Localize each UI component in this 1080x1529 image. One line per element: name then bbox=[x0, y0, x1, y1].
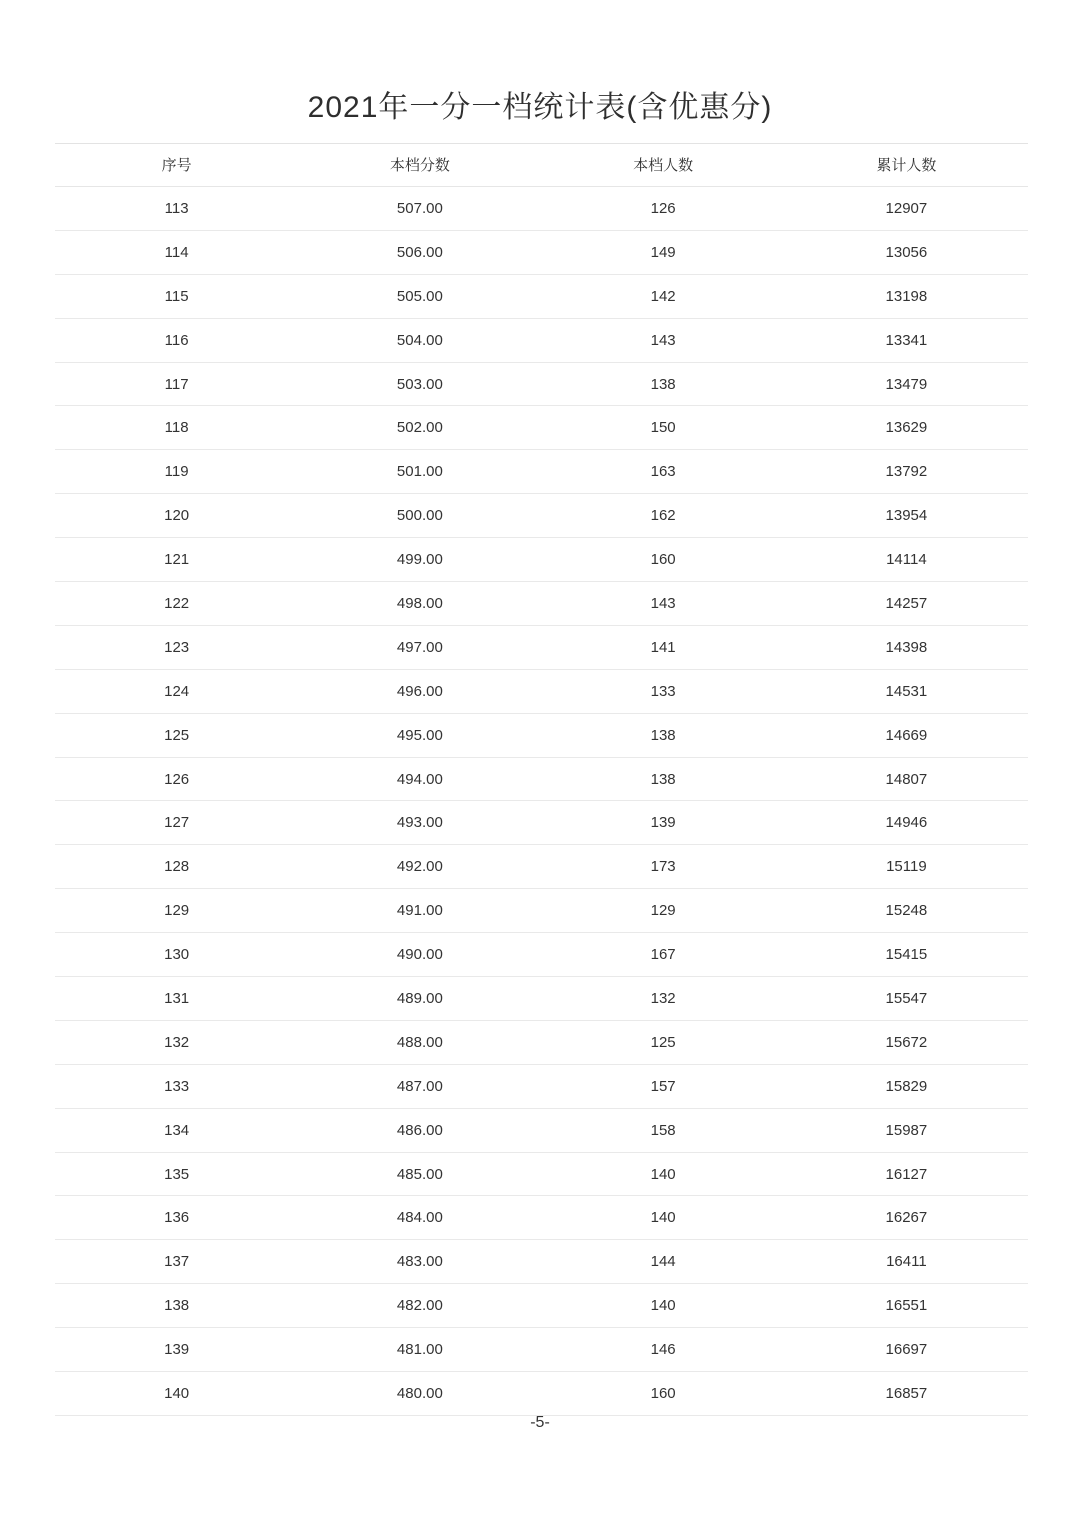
table-row bbox=[55, 1153, 1028, 1197]
table-row bbox=[55, 538, 1028, 582]
table-cell: 130 bbox=[164, 946, 190, 964]
table-cell: 129 bbox=[164, 902, 190, 920]
table-cell: 16857 bbox=[885, 1384, 928, 1402]
table-cell: 128 bbox=[164, 858, 190, 876]
table-cell: 494.00 bbox=[396, 770, 443, 788]
table-cell: 486.00 bbox=[396, 1121, 443, 1139]
table-cell: 163 bbox=[650, 463, 676, 481]
column-header-index: 序号 bbox=[161, 156, 192, 174]
table-cell: 500.00 bbox=[396, 507, 443, 525]
table-row bbox=[55, 1109, 1028, 1153]
table-cell: 133 bbox=[164, 1077, 190, 1095]
table-cell: 160 bbox=[650, 551, 676, 569]
table-cell: 14114 bbox=[886, 551, 927, 569]
table-row bbox=[55, 1196, 1028, 1240]
table-cell: 143 bbox=[650, 594, 676, 612]
table-cell: 160 bbox=[650, 1384, 676, 1402]
table-cell: 158 bbox=[650, 1121, 676, 1139]
table-cell: 15248 bbox=[885, 902, 928, 920]
table-cell: 16267 bbox=[885, 1209, 928, 1227]
table-cell: 127 bbox=[164, 814, 190, 832]
table-cell: 488.00 bbox=[396, 1033, 443, 1051]
table-cell: 132 bbox=[164, 1033, 190, 1051]
table-cell: 15987 bbox=[885, 1121, 928, 1139]
table-row bbox=[55, 933, 1028, 977]
table-cell: 503.00 bbox=[396, 375, 443, 393]
table-cell: 487.00 bbox=[396, 1077, 443, 1095]
table-cell: 505.00 bbox=[396, 287, 443, 305]
table-cell: 16127 bbox=[885, 1165, 928, 1183]
table-cell: 122 bbox=[164, 594, 190, 612]
table-cell: 492.00 bbox=[396, 858, 443, 876]
table-cell: 485.00 bbox=[396, 1165, 443, 1183]
table-row bbox=[55, 670, 1028, 714]
table-cell: 14398 bbox=[885, 638, 928, 656]
table-row bbox=[55, 801, 1028, 845]
table-cell: 489.00 bbox=[396, 989, 443, 1007]
table-cell: 490.00 bbox=[396, 946, 443, 964]
table-cell: 15829 bbox=[885, 1077, 928, 1095]
table-cell: 124 bbox=[164, 682, 190, 700]
table-cell: 114 bbox=[164, 243, 189, 261]
table-cell: 14946 bbox=[885, 814, 928, 832]
table-row bbox=[55, 1240, 1028, 1284]
table-row bbox=[55, 275, 1028, 319]
table-row bbox=[55, 977, 1028, 1021]
table-cell: 495.00 bbox=[396, 726, 443, 744]
table-cell: 499.00 bbox=[396, 551, 443, 569]
table-cell: 16411 bbox=[886, 1253, 927, 1271]
table-cell: 136 bbox=[164, 1209, 190, 1227]
table-cell: 15119 bbox=[886, 858, 927, 876]
table-cell: 113 bbox=[164, 199, 189, 217]
table-cell: 137 bbox=[164, 1253, 190, 1271]
table-row bbox=[55, 406, 1028, 450]
table-row bbox=[55, 845, 1028, 889]
table-cell: 498.00 bbox=[396, 594, 443, 612]
table-cell: 14257 bbox=[885, 594, 928, 612]
table-cell: 14531 bbox=[885, 682, 928, 700]
table-row bbox=[55, 626, 1028, 670]
column-header-cumulative: 累计人数 bbox=[876, 156, 937, 174]
table-cell: 126 bbox=[164, 770, 190, 788]
table-cell: 13198 bbox=[885, 287, 928, 305]
page-number: -5- bbox=[530, 1414, 550, 1431]
table-row bbox=[55, 889, 1028, 933]
table-cell: 13629 bbox=[885, 419, 928, 437]
table-cell: 162 bbox=[650, 507, 676, 525]
table-cell: 493.00 bbox=[396, 814, 443, 832]
table-cell: 497.00 bbox=[396, 638, 443, 656]
table-cell: 121 bbox=[164, 551, 190, 569]
table-cell: 173 bbox=[650, 858, 676, 876]
table-cell: 119 bbox=[164, 463, 189, 481]
table-cell: 491.00 bbox=[396, 902, 443, 920]
table-cell: 13056 bbox=[885, 243, 928, 261]
table-cell: 140 bbox=[164, 1384, 190, 1402]
table-cell: 482.00 bbox=[396, 1297, 443, 1315]
table-cell: 146 bbox=[650, 1341, 676, 1359]
table-cell: 480.00 bbox=[396, 1384, 443, 1402]
table-cell: 484.00 bbox=[396, 1209, 443, 1227]
table-cell: 14807 bbox=[885, 770, 928, 788]
table-row bbox=[55, 582, 1028, 626]
table-cell: 142 bbox=[650, 287, 676, 305]
table-row bbox=[55, 1065, 1028, 1109]
table-cell: 120 bbox=[164, 507, 190, 525]
table-cell: 502.00 bbox=[396, 419, 443, 437]
table-cell: 496.00 bbox=[396, 682, 443, 700]
table-cell: 123 bbox=[164, 638, 190, 656]
score-table bbox=[55, 143, 1028, 1416]
column-header-score: 本档分数 bbox=[389, 156, 450, 174]
table-row bbox=[55, 187, 1028, 231]
table-row bbox=[55, 758, 1028, 802]
table-cell: 144 bbox=[650, 1253, 676, 1271]
table-cell: 13792 bbox=[885, 463, 928, 481]
table-cell: 138 bbox=[650, 770, 676, 788]
table-cell: 125 bbox=[650, 1033, 676, 1051]
table-row bbox=[55, 450, 1028, 494]
table-cell: 481.00 bbox=[396, 1341, 443, 1359]
table-cell: 16697 bbox=[885, 1341, 928, 1359]
table-cell: 135 bbox=[164, 1165, 190, 1183]
table-cell: 138 bbox=[650, 726, 676, 744]
table-cell: 483.00 bbox=[396, 1253, 443, 1271]
table-cell: 116 bbox=[164, 331, 189, 349]
table-cell: 14669 bbox=[885, 726, 928, 744]
table-cell: 117 bbox=[164, 375, 189, 393]
table-cell: 12907 bbox=[885, 199, 928, 217]
table-cell: 140 bbox=[650, 1165, 676, 1183]
table-cell: 140 bbox=[650, 1209, 676, 1227]
table-cell: 13954 bbox=[885, 507, 928, 525]
table-cell: 149 bbox=[650, 243, 676, 261]
table-cell: 15415 bbox=[885, 946, 928, 964]
table-cell: 16551 bbox=[885, 1297, 928, 1315]
table-cell: 141 bbox=[650, 638, 676, 656]
table-cell: 138 bbox=[164, 1297, 190, 1315]
page-title: 2021年一分一档统计表(含优惠分) bbox=[307, 91, 773, 124]
table-cell: 138 bbox=[650, 375, 676, 393]
table-cell: 15672 bbox=[885, 1033, 928, 1051]
table-cell: 13341 bbox=[885, 331, 928, 349]
table-cell: 143 bbox=[650, 331, 676, 349]
table-cell: 150 bbox=[650, 419, 676, 437]
table-row bbox=[55, 494, 1028, 538]
table-cell: 13479 bbox=[885, 375, 928, 393]
table-cell: 129 bbox=[650, 902, 676, 920]
table-row bbox=[55, 1021, 1028, 1065]
table-cell: 506.00 bbox=[396, 243, 443, 261]
column-header-count: 本档人数 bbox=[633, 156, 694, 174]
table-cell: 140 bbox=[650, 1297, 676, 1315]
table-cell: 15547 bbox=[885, 989, 928, 1007]
table-row bbox=[55, 714, 1028, 758]
table-header-row bbox=[55, 143, 1028, 187]
table-cell: 139 bbox=[164, 1341, 190, 1359]
table-body bbox=[55, 187, 1028, 1416]
table-cell: 157 bbox=[650, 1077, 676, 1095]
table-row bbox=[55, 1372, 1028, 1416]
table-cell: 167 bbox=[650, 946, 676, 964]
table-cell: 118 bbox=[164, 419, 189, 437]
table-row bbox=[55, 363, 1028, 407]
table-cell: 504.00 bbox=[396, 331, 443, 349]
table-cell: 132 bbox=[650, 989, 676, 1007]
table-cell: 131 bbox=[164, 989, 190, 1007]
table-cell: 133 bbox=[650, 682, 676, 700]
table-cell: 501.00 bbox=[396, 463, 443, 481]
table-cell: 125 bbox=[164, 726, 190, 744]
table-cell: 126 bbox=[650, 199, 676, 217]
table-cell: 115 bbox=[164, 287, 189, 305]
table-row bbox=[55, 1284, 1028, 1328]
table-row bbox=[55, 231, 1028, 275]
table-row bbox=[55, 1328, 1028, 1372]
table-cell: 139 bbox=[650, 814, 676, 832]
table-row bbox=[55, 319, 1028, 363]
table-cell: 507.00 bbox=[396, 199, 443, 217]
table-cell: 134 bbox=[164, 1121, 190, 1139]
